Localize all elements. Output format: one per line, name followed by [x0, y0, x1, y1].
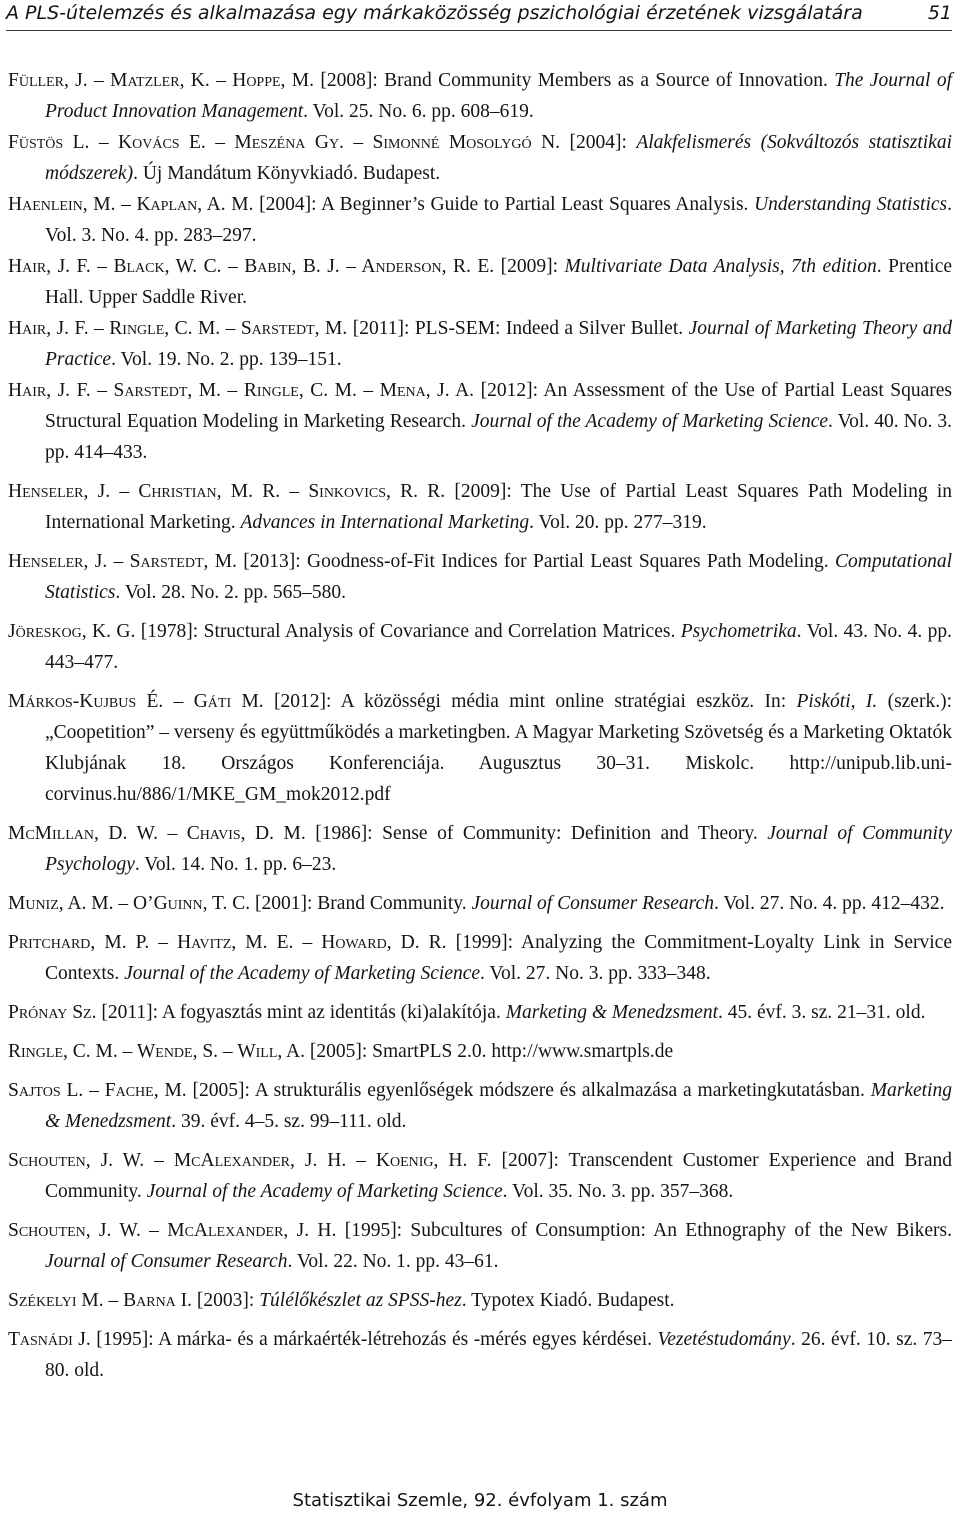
- reference-details: [2008]: Brand Community Members as a Source of Innovation.: [314, 70, 828, 91]
- reference-details-tail: . Vol. 25. No. 6. pp. 608–619.: [303, 101, 534, 122]
- reference-item: [8, 888, 952, 919]
- reference-authors: Pritchard, M. P. – Havitz, M. E. – Howard, D. R.: [8, 932, 447, 953]
- reference-authors: Ringle, C. M. – Wende, S. – Will, A.: [8, 1041, 306, 1062]
- reference-source: Journal of the Academy of Marketing Science: [124, 963, 481, 984]
- reference-authors: Füller, J. – Matzler, K. – Hoppe, M.: [8, 70, 315, 91]
- reference-details-tail: . 39. évf. 4–5. sz. 99–111. old.: [171, 1111, 407, 1132]
- reference-details: [2005]: A strukturális egyenlőségek módszere és alkalmazása a marketingkutatásban.: [186, 1080, 871, 1101]
- footer-journal: Statisztikai Szemle, 92. évfolyam 1. szám: [292, 1490, 668, 1511]
- reference-details: [2004]: A Beginner’s Guide to Partial Least Squares Analysis.: [253, 194, 755, 215]
- running-header: [6, 0, 952, 28]
- reference-details-tail: . Vol. 20. pp. 277–319.: [529, 512, 707, 533]
- reference-item: [8, 927, 952, 989]
- reference-details: [1978]: Structural Analysis of Covariance and Correlation Matrices.: [135, 621, 681, 642]
- reference-source: Marketing & Menedzsment: [505, 1002, 719, 1023]
- reference-details: [2001]: Brand Community.: [250, 893, 472, 914]
- reference-details-tail: . Vol. 28. No. 2. pp. 565–580.: [115, 582, 347, 603]
- reference-details-tail: . Vol. 14. No. 1. pp. 6–23.: [134, 854, 337, 875]
- reference-details: [1995]: A márka- és a márkaérték-létrehozás és -mérés egyes kérdései.: [90, 1329, 658, 1350]
- reference-authors: Henseler, J. – Sarstedt, M.: [8, 551, 237, 572]
- reference-source: Journal of the Academy of Marketing Science: [146, 1181, 503, 1202]
- reference-details: [1986]: Sense of Community: Definition and Theory.: [305, 823, 768, 844]
- reference-item: [8, 1285, 952, 1316]
- reference-item: [8, 476, 952, 538]
- reference-details-tail: . 26. évf. 10. sz. 73–80. old.: [45, 1329, 952, 1381]
- reference-details-tail: . Vol. 35. No. 3. pp. 357–368.: [502, 1181, 734, 1202]
- reference-source: Journal of the Academy of Marketing Science: [471, 411, 829, 432]
- reference-details-tail: . 45. évf. 3. sz. 21–31. old.: [718, 1002, 926, 1023]
- reference-source: Alakfelismerés (Sokváltozós statisztikai módszerek): [45, 132, 952, 184]
- reference-details: [2009]:: [494, 256, 565, 277]
- reference-authors: McMillan, D. W. – Chavis, D. M.: [8, 823, 306, 844]
- reference-details: [2003]:: [192, 1290, 260, 1311]
- reference-details: [2004]:: [560, 132, 637, 153]
- reference-source: Piskóti, I.: [796, 691, 878, 712]
- reference-authors: Hair, J. F. – Black, W. C. – Babin, B. J. – Anderson, R. E.: [8, 256, 495, 277]
- reference-details: [2011]: PLS-SEM: Indeed a Silver Bullet.: [347, 318, 689, 339]
- reference-details: [2005]: SmartPLS 2.0. http://www.smartpls.de: [305, 1041, 674, 1062]
- reference-details: [2012]: A közösségi média mint online stratégiai eszköz. In:: [263, 691, 797, 712]
- reference-authors: Prónay Sz.: [8, 1002, 97, 1023]
- reference-authors: Hair, J. F. – Sarstedt, M. – Ringle, C. M. – Mena, J. A.: [8, 380, 475, 401]
- reference-details: [1999]: Analyzing the Commitment-Loyalty Link in Service Contexts.: [45, 932, 952, 984]
- reference-details-tail: . Vol. 3. No. 4. pp. 283–297.: [45, 194, 952, 246]
- reference-item: [8, 313, 952, 375]
- reference-source: Journal of Marketing Theory and Practice: [45, 318, 952, 370]
- reference-authors: Tasnádi J.: [8, 1329, 91, 1350]
- reference-details-tail: . Typotex Kiadó. Budapest.: [461, 1290, 675, 1311]
- reference-item: [8, 1324, 952, 1386]
- reference-source: Marketing & Menedzsment: [45, 1080, 952, 1132]
- reference-details-tail: . Új Mandátum Könyvkiadó. Budapest.: [133, 163, 441, 184]
- reference-authors: Hair, J. F. – Ringle, C. M. – Sarstedt, M.: [8, 318, 348, 339]
- reference-item: [8, 1215, 952, 1277]
- reference-details-tail: . Vol. 22. No. 1. pp. 43–61.: [287, 1251, 499, 1272]
- reference-authors: Haenlein, M. – Kaplan, A. M.: [8, 194, 254, 215]
- reference-item: [8, 616, 952, 678]
- reference-details-tail: . Prentice Hall. Upper Saddle River.: [45, 256, 953, 308]
- header-rule: [6, 30, 952, 31]
- reference-source: The Journal of Product Innovation Management: [45, 70, 952, 122]
- reference-source: Computational Statistics: [45, 551, 952, 603]
- reference-details-tail: . Vol. 43. No. 4. pp. 443–477.: [45, 621, 953, 673]
- reference-details: [2012]: An Assessment of the Use of Partial Least Squares Structural Equation Modeling in Marketing Research.: [45, 380, 953, 432]
- reference-item: [8, 686, 952, 810]
- reference-authors: Schouten, J. W. – McAlexander, J. H.: [8, 1220, 337, 1241]
- reference-source: Advances in International Marketing: [240, 512, 530, 533]
- reference-details-tail: . Vol. 19. No. 2. pp. 139–151.: [111, 349, 342, 370]
- reference-authors: Henseler, J. – Christian, M. R. – Sinkovics, R. R.: [8, 481, 446, 502]
- running-header-title: A PLS-útelemzés és alkalmazása egy márkaközösség pszichológiai érzetének vizsgálatára: [6, 2, 863, 24]
- reference-list: [8, 65, 952, 1386]
- reference-item: [8, 1036, 952, 1067]
- reference-item: [8, 818, 952, 880]
- reference-source: Understanding Statistics: [754, 194, 948, 215]
- reference-item: [8, 546, 952, 608]
- page-number: 51: [927, 2, 952, 24]
- reference-source: Túlélőkészlet az SPSS-hez: [259, 1290, 462, 1311]
- reference-details: [2007]: Transcendent Customer Experience and Brand Community.: [45, 1150, 953, 1202]
- reference-authors: Muniz, A. M. – O’Guinn, T. C.: [8, 893, 251, 914]
- reference-source: Journal of Community Psychology: [45, 823, 952, 875]
- reference-source: Psychometrika: [680, 621, 797, 642]
- reference-details: [2011]: A fogyasztás mint az identitás (ki)alakítója.: [96, 1002, 506, 1023]
- reference-item: [8, 997, 952, 1028]
- reference-details: [2009]: The Use of Partial Least Squares Path Modeling in International Marketing.: [45, 481, 952, 533]
- reference-authors: Jöreskog, K. G.: [8, 621, 136, 642]
- reference-details-tail: . Vol. 27. No. 4. pp. 412–432.: [713, 893, 945, 914]
- reference-source: Journal of Consumer Research: [45, 1251, 288, 1272]
- reference-item: [8, 251, 952, 313]
- reference-source: Vezetéstudomány: [657, 1329, 791, 1350]
- reference-authors: Márkos-Kujbus É. – Gáti M.: [8, 691, 264, 712]
- reference-authors: Székelyi M. – Barna I.: [8, 1290, 193, 1311]
- reference-item: [8, 65, 952, 127]
- reference-source: Journal of Consumer Research: [471, 893, 714, 914]
- reference-details-tail: (szerk.): „Coopetition” – verseny és együttműködés a marketingben. A Magyar Marketing Szövetség és a Marketing Oktatók Klubjának 18. Országos Konferenciája. Augusztus 30–31. Miskolc. http://unipub.lib.uni-corvinus.hu/886/1/MKE_GM_mok2012.pdf: [45, 691, 952, 805]
- reference-authors: Schouten, J. W. – McAlexander, J. H. – Koenig, H. F.: [8, 1150, 492, 1171]
- reference-item: [8, 189, 952, 251]
- reference-item: [8, 1145, 952, 1207]
- reference-details-tail: . Vol. 27. No. 3. pp. 333–348.: [480, 963, 711, 984]
- reference-authors: Sajtos L. – Fache, M.: [8, 1080, 187, 1101]
- reference-item: [8, 1075, 952, 1137]
- reference-authors: Füstös L. – Kovács E. – Meszéna Gy. – Simonné Mosolygó N.: [8, 132, 561, 153]
- reference-item: [8, 127, 952, 189]
- reference-details: [2013]: Goodness-of-Fit Indices for Partial Least Squares Path Modeling.: [236, 551, 835, 572]
- reference-item: [8, 375, 952, 468]
- reference-details: [1995]: Subcultures of Consumption: An Ethnography of the New Bikers.: [336, 1220, 952, 1241]
- reference-source: Multivariate Data Analysis, 7th edition: [564, 256, 877, 277]
- reference-details-tail: . Vol. 40. No. 3. pp. 414–433.: [45, 411, 953, 463]
